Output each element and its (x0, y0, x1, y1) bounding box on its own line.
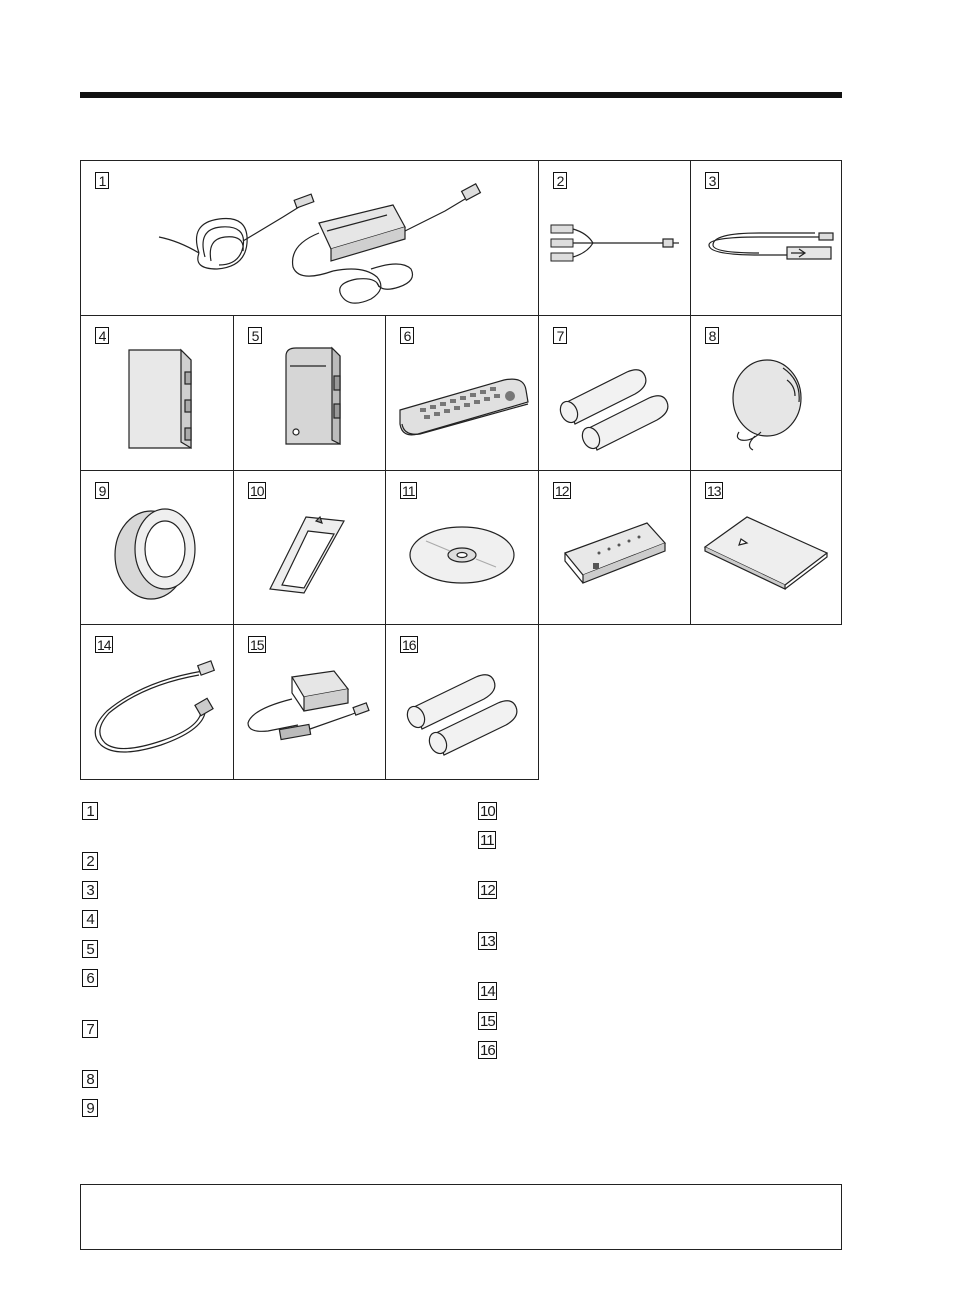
legend-number: 6 (82, 969, 98, 987)
item-number: 14 (97, 637, 111, 653)
battery-cover-icon (81, 316, 235, 471)
legend-number: 16 (480, 1042, 495, 1059)
memory-stick-icon (234, 471, 386, 625)
item-number: 6 (400, 327, 414, 344)
item-number: 4 (95, 327, 109, 344)
av-cable-icon (539, 161, 691, 316)
pc-card-adaptor-icon (691, 471, 842, 625)
item-number: 13 (707, 483, 721, 499)
item-cell-9 (80, 470, 235, 625)
item-number: 2 (553, 172, 567, 189)
item-cell-12 (538, 470, 691, 625)
legend-number: 13 (480, 933, 495, 950)
item-number: 1 (95, 172, 109, 189)
item-cell-15 (233, 624, 386, 780)
remote-commander-icon (386, 316, 539, 471)
aa-batteries-icon (539, 316, 691, 471)
legend-number: 8 (82, 1070, 98, 1088)
legend-number: 9 (82, 1099, 98, 1117)
item-number: 11 (402, 483, 415, 499)
battery-pack-icon (234, 316, 386, 471)
legend-number: 7 (82, 1020, 98, 1038)
small-ac-adaptor-icon (234, 625, 386, 780)
item-number: 10 (250, 483, 264, 499)
item-cell-1 (80, 160, 539, 316)
legend-number: 4 (82, 910, 98, 928)
item-cell-5 (233, 315, 386, 471)
item-cell-11 (385, 470, 539, 625)
cd-rom-icon (386, 471, 539, 625)
modular-cable-icon (81, 625, 235, 780)
legend-number: 3 (82, 881, 98, 899)
item-cell-4 (80, 315, 235, 471)
item-number: 7 (553, 327, 567, 344)
item-cell-2 (538, 160, 691, 316)
item-number: 8 (705, 327, 719, 344)
item-cell-10 (233, 470, 386, 625)
item-number: 3 (705, 172, 719, 189)
legend-number: 14 (480, 983, 495, 1000)
modem-adaptor-icon (539, 471, 691, 625)
legend-number: 11 (480, 832, 494, 849)
item-cell-13 (690, 470, 842, 625)
legend-number: 2 (82, 852, 98, 870)
ac-adaptor-icon (81, 161, 539, 316)
item-cell-8 (690, 315, 842, 471)
item-number: 9 (95, 482, 109, 499)
legend-number: 1 (82, 802, 98, 820)
item-cell-16 (385, 624, 539, 780)
top-rule (80, 92, 842, 98)
lens-cap-icon (691, 316, 842, 471)
note-box (80, 1184, 842, 1250)
item-number: 16 (402, 637, 416, 653)
usb-cable-icon (691, 161, 842, 316)
item-cell-6 (385, 315, 539, 471)
item-cell-7 (538, 315, 691, 471)
legend-number: 10 (480, 803, 495, 820)
item-number: 15 (250, 637, 264, 653)
item-cell-14 (80, 624, 235, 780)
legend-number: 12 (480, 882, 495, 899)
item-number: 5 (248, 327, 262, 344)
aa-batteries-2-icon (386, 625, 539, 780)
legend-number: 15 (480, 1013, 495, 1030)
item-cell-3 (690, 160, 842, 316)
lens-hood-icon (81, 471, 235, 625)
legend-number: 5 (82, 940, 98, 958)
item-number: 12 (555, 483, 569, 499)
